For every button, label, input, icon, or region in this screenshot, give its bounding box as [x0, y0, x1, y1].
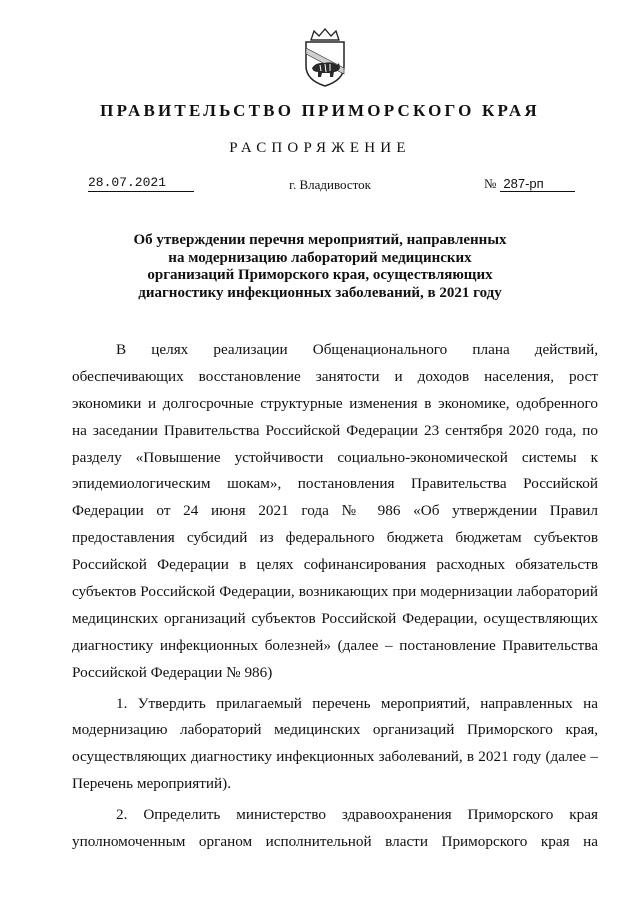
number-value: 287-рп	[500, 176, 575, 192]
paragraph-item-1	[72, 691, 598, 799]
document-type: РАСПОРЯЖЕНИЕ	[229, 140, 411, 156]
body-line: на заседании Правительства Российской Федерации 23 сентября 2020 года, по	[72, 421, 598, 439]
body-line: Российской Федерации № 986)	[72, 663, 273, 681]
body-line: осуществляющих диагностику инфекционных заболеваний, в 2021 году (далее –	[72, 748, 598, 766]
document-date: 28.07.2021	[88, 175, 194, 192]
body-line: Перечень мероприятий).	[72, 775, 232, 793]
body-line: модернизацию лабораторий медицинских организаций Приморского края,	[72, 721, 598, 739]
body-line: диагностику инфекционных болезней» (далее – постановление Правительства	[72, 636, 598, 654]
body-line: субъектов Российской Федерации, возникающих при модернизации лабораторий	[72, 583, 598, 601]
document-subject	[100, 232, 540, 302]
body-line: В целях реализации Общенационального плана действий,	[116, 341, 598, 358]
subject-line: на модернизацию лабораторий медицинских	[168, 249, 472, 266]
coat-of-arms-icon	[302, 28, 348, 88]
document-number	[484, 175, 576, 193]
subject-line: диагностику инфекционных заболеваний, в 2021 году	[138, 284, 502, 301]
organization-title: ПРАВИТЕЛЬСТВО ПРИМОРСКОГО КРАЯ	[100, 101, 540, 120]
body-line: Федерации от 24 июня 2021 года № 986 «Об утверждении Правил	[72, 502, 598, 520]
body-line: экономики и долгосрочные структурные изменения в экономике, одобренного	[72, 394, 598, 412]
body-line: медицинских организаций субъектов Российской Федерации, осуществляющих	[72, 609, 598, 627]
body-line: уполномоченным органом исполнительной власти Приморского края на	[72, 833, 598, 851]
body-line: 2. Определить министерство здравоохранения Приморского края	[116, 806, 598, 824]
subject-line: Об утверждении перечня мероприятий, направленных	[133, 232, 507, 248]
subject-line: организаций Приморского края, осуществляющих	[147, 267, 493, 283]
number-sign: №	[484, 176, 497, 191]
body-line: эпидемиологическим шокам», постановления Правительства Российской	[72, 475, 598, 493]
paragraph-item-2	[72, 802, 598, 856]
body-line: предоставления субсидий из федерального бюджета бюджетам субъектов	[72, 529, 598, 547]
body-line: 1. Утвердить прилагаемый перечень мероприятий, направленных на	[116, 694, 598, 712]
paragraph-preamble	[72, 337, 598, 687]
body-line: обеспечивающих восстановление занятости и доходов населения, рост	[72, 367, 598, 385]
body-line: разделу «Повышение устойчивости социально-экономической системы к	[72, 448, 598, 466]
body-line: Российской Федерации в целях софинансирования расходных обязательств	[72, 556, 598, 574]
document-city: г. Владивосток	[289, 177, 371, 192]
document-body	[72, 337, 598, 856]
